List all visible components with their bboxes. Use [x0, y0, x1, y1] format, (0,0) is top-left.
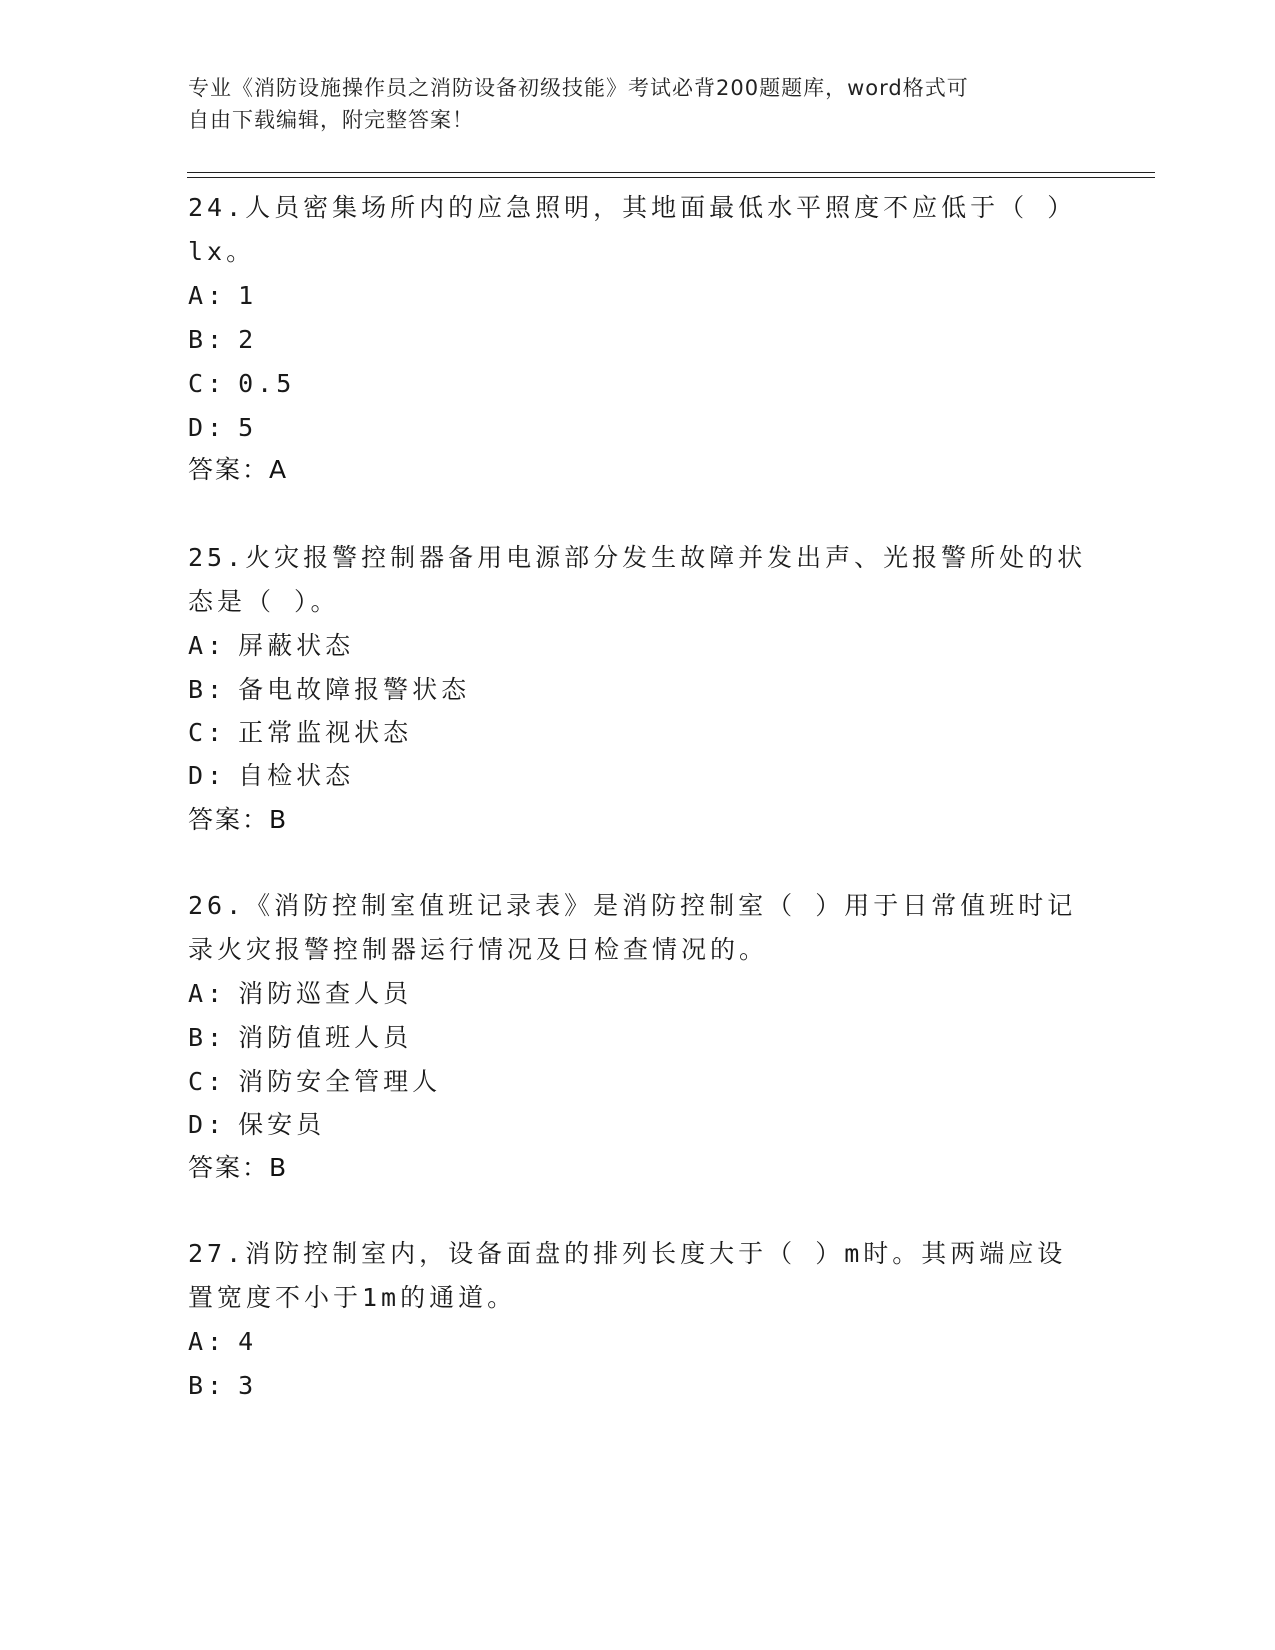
option-c [188, 366, 295, 402]
option-a [188, 278, 257, 314]
option-text: 0.5 [238, 369, 296, 398]
option-text: 2 [238, 325, 258, 354]
option-key: C: [188, 718, 227, 747]
option-c [188, 715, 412, 751]
option-text: 消防安全管理人 [238, 1067, 442, 1096]
option-text: 屏蔽状态 [238, 631, 355, 660]
option-key: D: [188, 1110, 227, 1139]
option-key: B: [188, 1371, 227, 1400]
header-rule-top [187, 172, 1155, 173]
answer-line: 答案：B [188, 805, 289, 834]
option-text: 正常监视状态 [238, 718, 413, 747]
option-key: C: [188, 1067, 227, 1096]
answer-line: 答案：A [188, 455, 289, 484]
option-d [188, 410, 257, 446]
option-key: A: [188, 1327, 227, 1356]
option-key: D: [188, 413, 227, 442]
option-d [188, 758, 354, 794]
option-b [188, 1020, 412, 1056]
doc-header-line-2: 自由下载编辑，附完整答案！ [188, 108, 474, 132]
option-key: C: [188, 369, 227, 398]
option-text: 自检状态 [238, 761, 355, 790]
option-key: A: [188, 281, 227, 310]
option-key: B: [188, 675, 227, 704]
option-b [188, 672, 470, 708]
question-stem-line-2: 置宽度不小于1m的通道。 [188, 1283, 517, 1312]
option-key: B: [188, 1023, 227, 1052]
option-d [188, 1107, 325, 1143]
question-stem-line-1: 27.消防控制室内，设备面盘的排列长度大于（ ）m时。其两端应设 [188, 1239, 1067, 1268]
option-c [188, 1064, 441, 1100]
option-text: 1 [238, 281, 258, 310]
option-text: 5 [238, 413, 258, 442]
option-text: 保安员 [238, 1110, 326, 1139]
option-key: A: [188, 979, 227, 1008]
question-stem-line-1: 26.《消防控制室值班记录表》是消防控制室（ ）用于日常值班时记 [188, 891, 1077, 920]
header-rule-bottom [187, 177, 1155, 178]
option-a [188, 1324, 257, 1360]
option-text: 消防值班人员 [238, 1023, 413, 1052]
question-stem-line-2: lx。 [188, 237, 256, 266]
option-key: A: [188, 631, 227, 660]
option-text: 消防巡查人员 [238, 979, 413, 1008]
question-stem-line-1: 24.人员密集场所内的应急照明，其地面最低水平照度不应低于（ ） [188, 193, 1077, 222]
option-text: 备电故障报警状态 [238, 675, 471, 704]
answer-line: 答案：B [188, 1153, 289, 1182]
option-b [188, 1368, 257, 1404]
option-a [188, 628, 354, 664]
option-text: 4 [238, 1327, 258, 1356]
question-stem-line-2: 态是（ ）。 [188, 587, 340, 616]
option-a [188, 976, 412, 1012]
question-stem-line-1: 25.火灾报警控制器备用电源部分发生故障并发出声、光报警所处的状 [188, 543, 1087, 572]
question-stem-line-2: 录火灾报警控制器运行情况及日检查情况的。 [188, 935, 769, 964]
option-text: 3 [238, 1371, 258, 1400]
option-b [188, 322, 257, 358]
doc-header-line-1: 专业《消防设施操作员之消防设备初级技能》考试必背200题题库，word格式可 [188, 76, 969, 100]
option-key: D: [188, 761, 227, 790]
option-key: B: [188, 325, 227, 354]
